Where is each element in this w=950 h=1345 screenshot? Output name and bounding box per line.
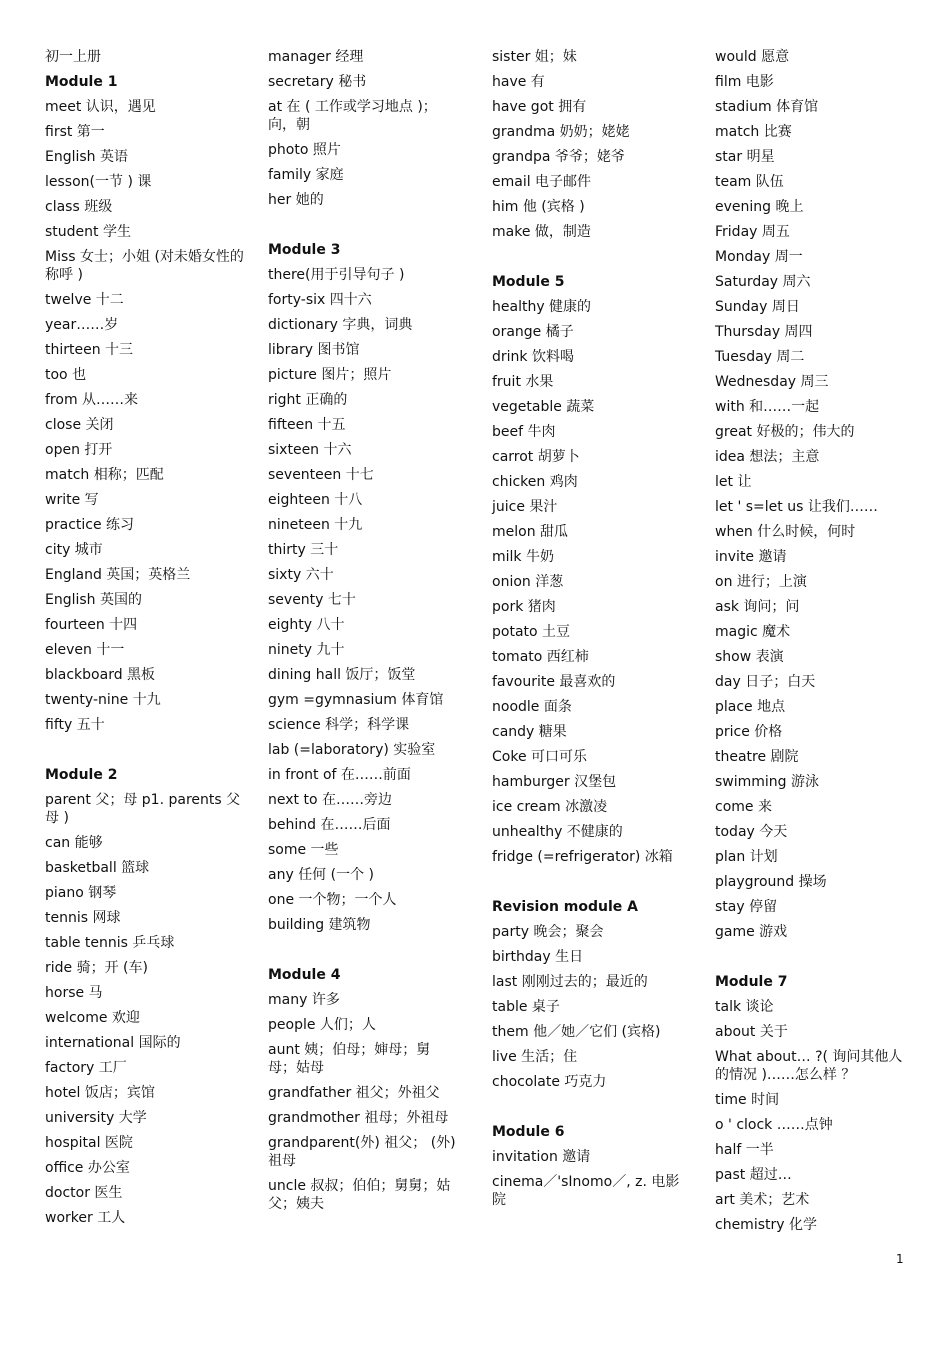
blank-line (45, 741, 245, 759)
vocab-entry: basketball 篮球 (45, 860, 150, 876)
module-heading: Module 4 (268, 967, 341, 983)
vocab-entry: chicken 鸡肉 (492, 474, 578, 490)
vocab-entry: vegetable 蔬菜 (492, 399, 595, 415)
vocab-entry: first 第一 (45, 124, 105, 140)
vocab-entry: eleven 十一 (45, 642, 125, 658)
vocab-entry: Coke 可口可乐 (492, 749, 588, 765)
vocab-entry: orange 橘子 (492, 324, 574, 340)
vocab-entry: building 建筑物 (268, 917, 371, 933)
vocab-entry: invite 邀请 (715, 549, 787, 565)
vocab-entry: international 国际的 (45, 1035, 181, 1051)
vocab-entry: with 和……一起 (715, 399, 820, 415)
vocab-entry: swimming 游泳 (715, 774, 820, 790)
vocab-entry: favourite 最喜欢的 (492, 674, 616, 690)
vocab-entry: hamburger 汉堡包 (492, 774, 617, 790)
blank-line (268, 216, 458, 234)
vocab-entry: aunt 姨；伯母；婶母；舅母；姑母 (268, 1042, 431, 1076)
vocab-entry: Saturday 周六 (715, 274, 811, 290)
vocab-entry: people 人们；人 (268, 1017, 376, 1033)
vocab-entry: have 有 (492, 74, 545, 90)
vocab-entry: eighteen 十八 (268, 492, 363, 508)
vocab-entry: match 比赛 (715, 124, 792, 140)
vocab-entry: science 科学；科学课 (268, 717, 410, 733)
vocab-entry: noodle 面条 (492, 699, 572, 715)
vocab-entry: art 美术；艺术 (715, 1192, 810, 1208)
vocab-entry: seventeen 十七 (268, 467, 374, 483)
vocab-entry: candy 糖果 (492, 724, 567, 740)
vocab-entry: picture 图片；照片 (268, 367, 392, 383)
vocab-entry: match 相称；匹配 (45, 467, 164, 483)
vocab-entry: Tuesday 周二 (715, 349, 805, 365)
blank-line (268, 941, 458, 959)
module-heading: Revision module A (492, 899, 638, 915)
vocab-entry: doctor 医生 (45, 1185, 123, 1201)
vocab-entry: her 她的 (268, 192, 324, 208)
vocab-entry: pork 猪肉 (492, 599, 556, 615)
vocab-entry: photo 照片 (268, 142, 341, 158)
vocab-entry: magic 魔术 (715, 624, 791, 640)
vocab-entry: ice cream 冰激凌 (492, 799, 608, 815)
vocab-entry: o ' clock ……点钟 (715, 1117, 833, 1133)
vocab-entry: when 什么时候，何时 (715, 524, 856, 540)
vocab-entry: table tennis 乒乓球 (45, 935, 175, 951)
vocab-entry: dictionary 字典，词典 (268, 317, 413, 333)
module-heading: Module 1 (45, 74, 118, 90)
vocab-entry: make 做，制造 (492, 224, 591, 240)
vocab-entry: tennis 网球 (45, 910, 121, 926)
vocab-entry: Sunday 周日 (715, 299, 800, 315)
vocab-entry: English 英语 (45, 149, 129, 165)
vocab-entry: milk 牛奶 (492, 549, 554, 565)
vocab-entry: twenty-nine 十九 (45, 692, 161, 708)
vocab-entry: ninety 九十 (268, 642, 345, 658)
vocab-entry: twelve 十二 (45, 292, 124, 308)
vocab-entry: Friday 周五 (715, 224, 790, 240)
blank-line (492, 248, 687, 266)
vocab-entry: too 也 (45, 367, 87, 383)
blank-line (715, 948, 905, 966)
vocab-entry: drink 饮料喝 (492, 349, 574, 365)
vocab-entry: party 晚会；聚会 (492, 924, 604, 940)
vocab-entry: have got 拥有 (492, 99, 587, 115)
vocab-entry: fifty 五十 (45, 717, 105, 733)
vocab-entry: uncle 叔叔；伯伯；舅舅；姑父；姨夫 (268, 1178, 451, 1212)
vocab-entry: any 任何 (一个 ) (268, 867, 375, 883)
vocab-entry: price 价格 (715, 724, 783, 740)
vocab-entry: England 英国；英格兰 (45, 567, 191, 583)
vocab-entry: next to 在……旁边 (268, 792, 392, 808)
vocab-entry: fifteen 十五 (268, 417, 346, 433)
vocab-entry: them 他／她／它们 (宾格) (492, 1024, 661, 1040)
blank-line (492, 873, 687, 891)
vocab-entry: evening 晚上 (715, 199, 804, 215)
vocab-entry: year……岁 (45, 317, 119, 333)
column-1 (45, 48, 245, 1234)
vocab-entry: behind 在……后面 (268, 817, 391, 833)
vocab-entry: Thursday 周四 (715, 324, 813, 340)
vocab-entry: cinema／'sInomo／, z. 电影院 (492, 1174, 680, 1208)
vocab-entry: seventy 七十 (268, 592, 356, 608)
module-heading: Module 3 (268, 242, 341, 258)
module-heading: Module 6 (492, 1124, 565, 1140)
vocab-entry: nineteen 十九 (268, 517, 363, 533)
column-3 (492, 48, 687, 1216)
vocab-entry: him 他 (宾格 ) (492, 199, 585, 215)
vocab-entry: table 桌子 (492, 999, 560, 1015)
vocab-entry: day 日子；白天 (715, 674, 816, 690)
blank-line (492, 1098, 687, 1116)
vocab-entry: grandma 奶奶；姥姥 (492, 124, 630, 140)
vocab-entry: dining hall 饭厅；饭堂 (268, 667, 416, 683)
vocab-entry: melon 甜瓜 (492, 524, 569, 540)
vocab-entry: healthy 健康的 (492, 299, 592, 315)
vocab-entry: English 英国的 (45, 592, 143, 608)
vocab-entry: right 正确的 (268, 392, 348, 408)
vocab-entry: piano 钢琴 (45, 885, 117, 901)
vocab-entry: past 超过… (715, 1167, 792, 1183)
vocab-entry: email 电子邮件 (492, 174, 592, 190)
vocab-entry: place 地点 (715, 699, 786, 715)
vocab-entry: worker 工人 (45, 1210, 126, 1226)
vocab-entry: stay 停留 (715, 899, 778, 915)
vocab-entry: live 生活；住 (492, 1049, 578, 1065)
vocab-entry: carrot 胡萝卜 (492, 449, 580, 465)
vocab-entry: from 从……来 (45, 392, 139, 408)
vocab-entry: secretary 秘书 (268, 74, 367, 90)
vocab-entry: horse 马 (45, 985, 103, 1001)
vocab-entry: blackboard 黑板 (45, 667, 156, 683)
vocab-entry: fridge (=refrigerator) 冰箱 (492, 849, 673, 865)
vocab-entry: let 让 (715, 474, 752, 490)
vocab-entry: grandpa 爷爷；姥爷 (492, 149, 625, 165)
module-heading: Module 5 (492, 274, 565, 290)
vocab-entry: fourteen 十四 (45, 617, 138, 633)
vocab-entry: last 刚刚过去的；最近的 (492, 974, 648, 990)
vocab-entry: great 好极的；伟大的 (715, 424, 855, 440)
vocab-entry: would 愿意 (715, 49, 790, 65)
vocab-entry: student 学生 (45, 224, 131, 240)
vocab-entry: birthday 生日 (492, 949, 584, 965)
vocab-entry: team 队伍 (715, 174, 784, 190)
vocab-entry: on 进行；上演 (715, 574, 807, 590)
vocab-entry: ask 询问；问 (715, 599, 800, 615)
vocab-entry: half 一半 (715, 1142, 774, 1158)
vocab-entry: some 一些 (268, 842, 339, 858)
vocab-entry: at 在 ( 工作或学习地点 )；向，朝 (268, 99, 437, 133)
vocab-entry: film 电影 (715, 74, 774, 90)
vocab-entry: city 城市 (45, 542, 103, 558)
vocab-entry: forty-six 四十六 (268, 292, 372, 308)
vocab-entry: in front of 在……前面 (268, 767, 411, 783)
vocab-entry: gym =gymnasium 体育馆 (268, 692, 444, 708)
vocab-entry: family 家庭 (268, 167, 344, 183)
page-number: 1 (896, 1252, 904, 1266)
vocab-entry: Monday 周一 (715, 249, 803, 265)
vocab-entry: invitation 邀请 (492, 1149, 591, 1165)
vocab-entry: about 关于 (715, 1024, 788, 1040)
vocab-entry: eighty 八十 (268, 617, 345, 633)
vocab-entry: sixteen 十六 (268, 442, 352, 458)
vocab-entry: Wednesday 周三 (715, 374, 829, 390)
vocab-entry: theatre 剧院 (715, 749, 799, 765)
vocab-entry: let ' s=let us 让我们…… (715, 499, 878, 515)
vocab-entry: Miss 女士；小姐 (对未婚女性的称呼 ) (45, 249, 244, 283)
vocab-entry: grandfather 祖父；外祖父 (268, 1085, 440, 1101)
vocab-entry: write 写 (45, 492, 99, 508)
vocab-entry: star 明星 (715, 149, 775, 165)
vocab-entry: meet 认识，遇见 (45, 99, 156, 115)
vocab-entry: many 许多 (268, 992, 340, 1008)
vocab-entry: lesson(一节 ) 课 (45, 174, 152, 190)
module-heading: Module 7 (715, 974, 788, 990)
vocab-entry: ride 骑；开 (车) (45, 960, 148, 976)
vocab-entry: there(用于引导句子 ) (268, 267, 405, 283)
vocab-entry: hotel 饭店；宾馆 (45, 1085, 155, 1101)
vocab-entry: thirteen 十三 (45, 342, 134, 358)
vocab-entry: game 游戏 (715, 924, 788, 940)
vocab-entry: manager 经理 (268, 49, 364, 65)
vocab-entry: idea 想法；主意 (715, 449, 820, 465)
vocab-entry: chemistry 化学 (715, 1217, 817, 1233)
vocab-entry: university 大学 (45, 1110, 147, 1126)
vocab-entry: 初一上册 (45, 49, 101, 65)
vocab-entry: stadium 体育馆 (715, 99, 819, 115)
vocab-entry: factory 工厂 (45, 1060, 127, 1076)
vocab-entry: chocolate 巧克力 (492, 1074, 607, 1090)
vocab-entry: unhealthy 不健康的 (492, 824, 623, 840)
vocab-entry: open 打开 (45, 442, 113, 458)
vocab-entry: grandmother 祖母；外祖母 (268, 1110, 449, 1126)
vocab-entry: library 图书馆 (268, 342, 360, 358)
vocab-entry: welcome 欢迎 (45, 1010, 140, 1026)
vocab-entry: plan 计划 (715, 849, 778, 865)
vocab-entry: office 办公室 (45, 1160, 130, 1176)
column-2 (268, 48, 458, 1220)
vocab-entry: potato 土豆 (492, 624, 571, 640)
vocab-entry: come 来 (715, 799, 772, 815)
vocab-entry: onion 洋葱 (492, 574, 564, 590)
vocab-entry: thirty 三十 (268, 542, 339, 558)
column-4 (715, 48, 905, 1241)
vocab-entry: class 班级 (45, 199, 113, 215)
vocab-entry: juice 果汁 (492, 499, 558, 515)
vocab-entry: grandparent(外) 祖父； (外)祖母 (268, 1135, 456, 1169)
vocab-entry: What about… ?( 询问其他人的情况 )……怎么样 ？ (715, 1049, 903, 1083)
vocab-entry: talk 谈论 (715, 999, 774, 1015)
vocab-entry: show 表演 (715, 649, 784, 665)
vocab-entry: lab (=laboratory) 实验室 (268, 742, 436, 758)
vocab-entry: practice 练习 (45, 517, 135, 533)
vocab-entry: playground 操场 (715, 874, 827, 890)
vocab-entry: today 今天 (715, 824, 788, 840)
vocab-entry: parent 父；母 p1. parents 父母 ) (45, 792, 241, 826)
vocab-entry: fruit 水果 (492, 374, 554, 390)
vocab-entry: sixty 六十 (268, 567, 334, 583)
vocab-entry: close 关闭 (45, 417, 114, 433)
module-heading: Module 2 (45, 767, 118, 783)
vocab-entry: one 一个物；一个人 (268, 892, 397, 908)
vocab-entry: time 时间 (715, 1092, 780, 1108)
vocab-entry: beef 牛肉 (492, 424, 556, 440)
vocab-entry: can 能够 (45, 835, 103, 851)
vocab-entry: tomato 西红柿 (492, 649, 589, 665)
vocab-entry: hospital 医院 (45, 1135, 133, 1151)
vocab-entry: sister 姐；妹 (492, 49, 577, 65)
